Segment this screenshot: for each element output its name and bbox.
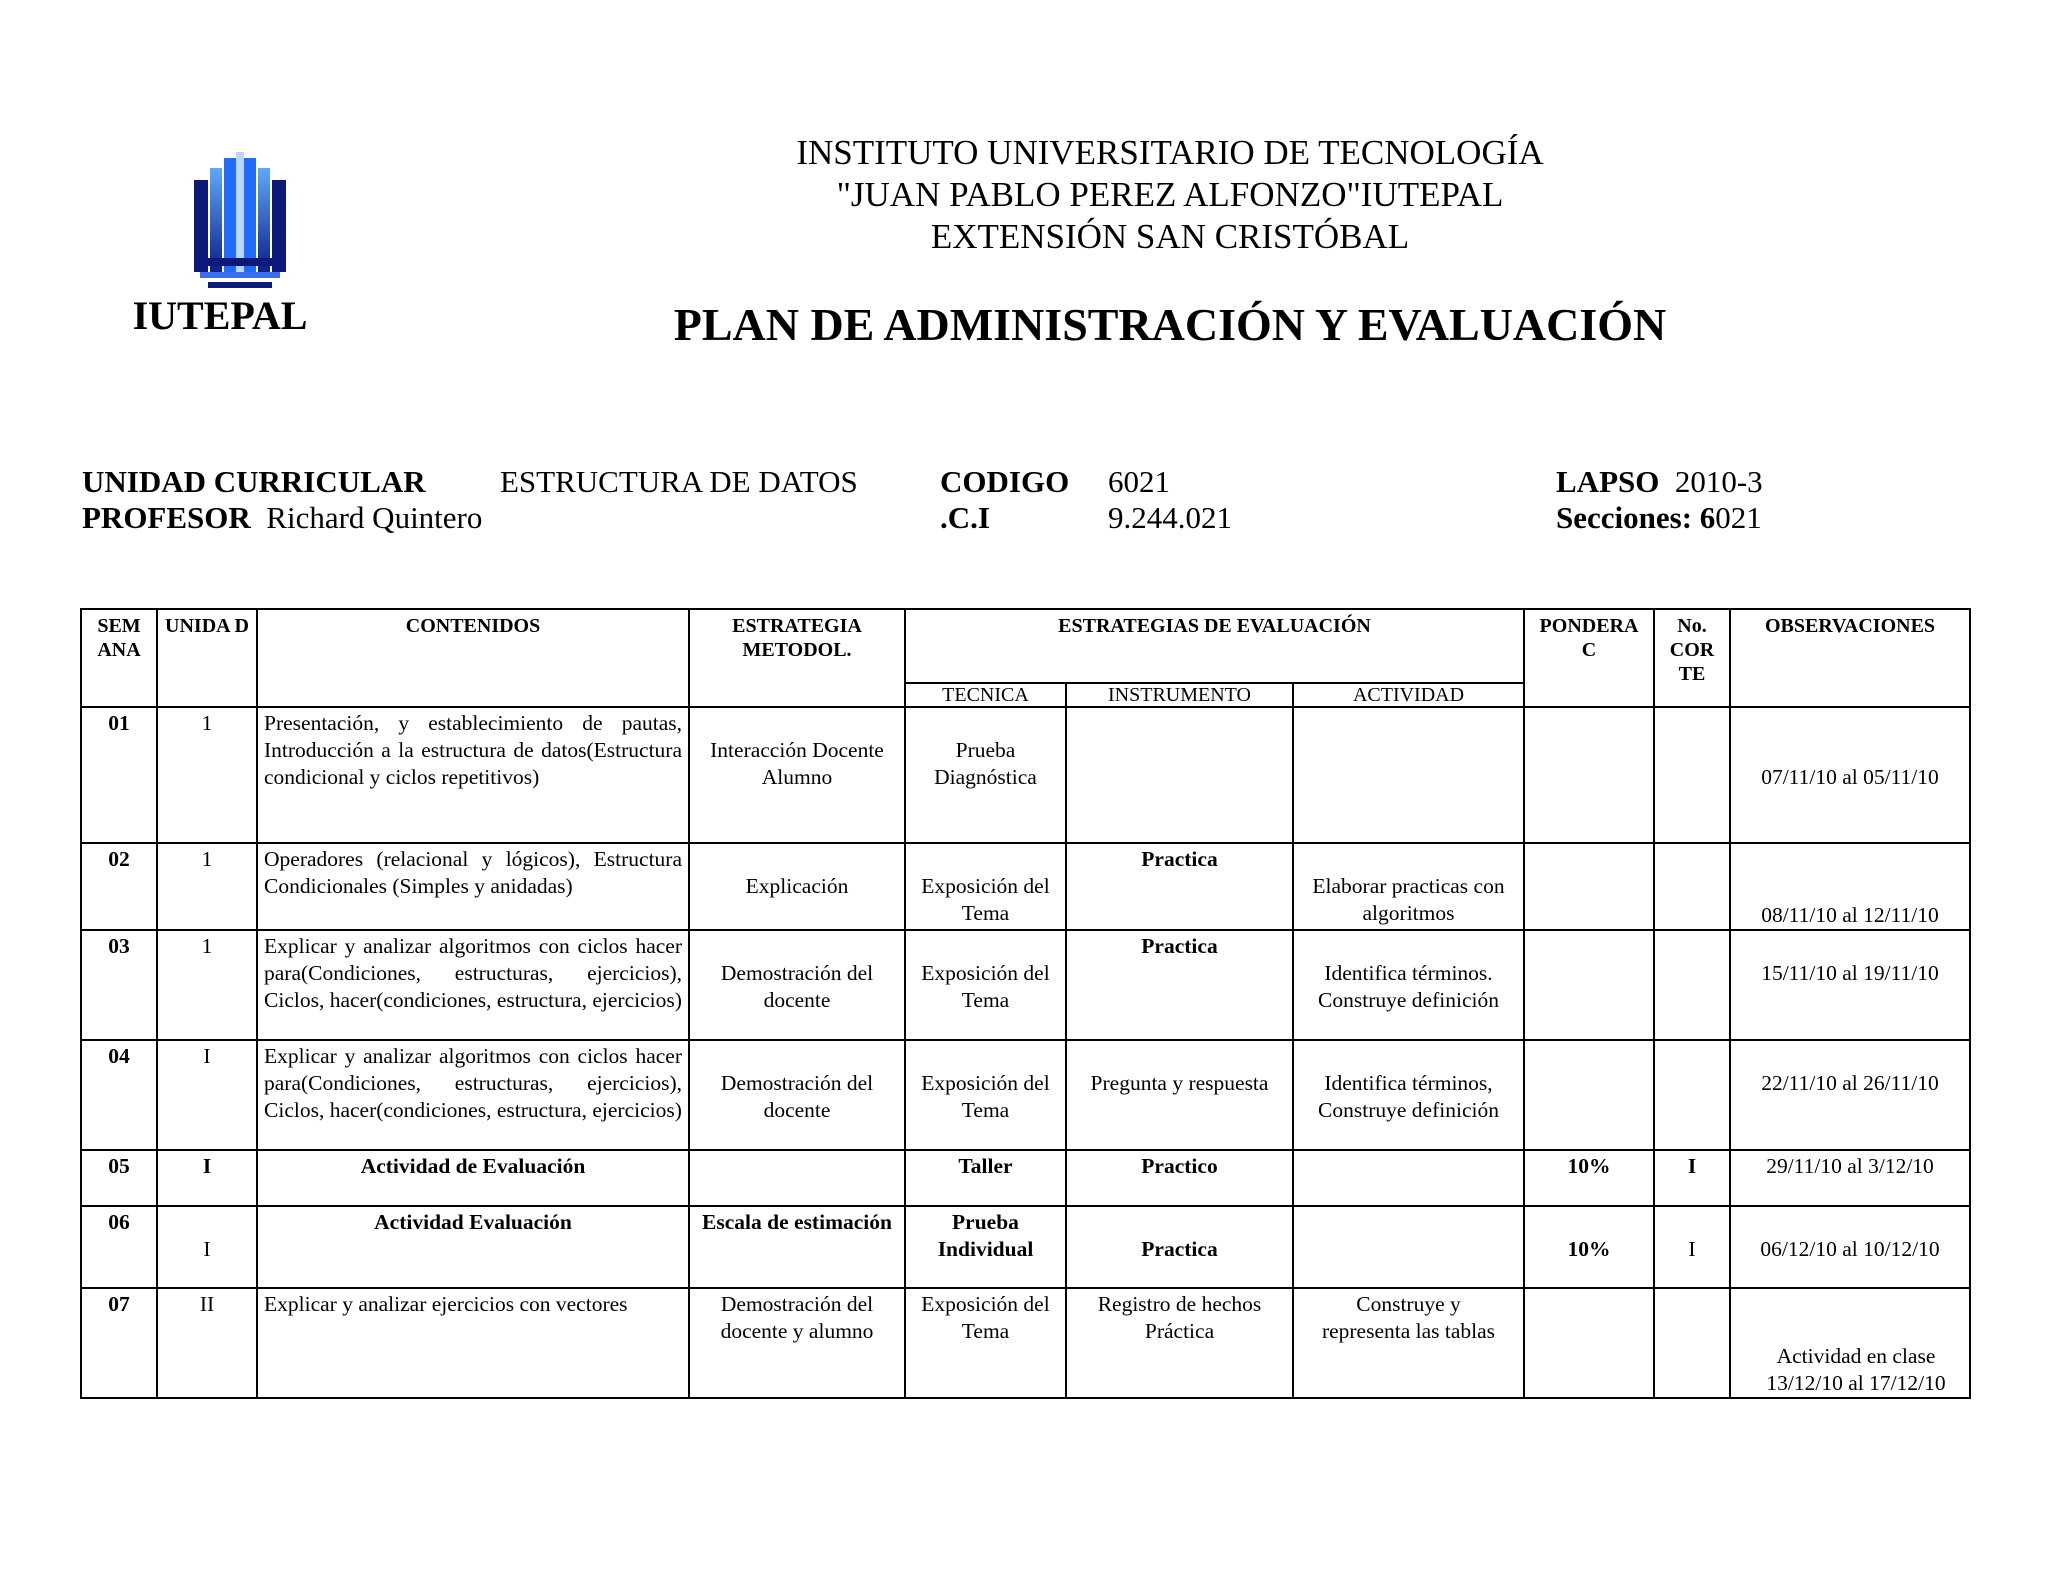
- cell-contenidos: Actividad Evaluación: [257, 1206, 689, 1288]
- col-header-corte: No. COR TE: [1654, 609, 1730, 707]
- cell-semana: 06: [81, 1206, 157, 1288]
- unidad-curricular-value: ESTRUCTURA DE DATOS: [500, 464, 858, 499]
- col-header-unidad: UNIDA D: [157, 609, 257, 707]
- cell-corte: I: [1654, 1150, 1730, 1206]
- secciones-value: 021: [1715, 500, 1762, 535]
- cell-instrumento: Practica: [1066, 930, 1293, 1040]
- cell-instrumento: Practica: [1066, 843, 1293, 930]
- profesor-label: PROFESOR: [82, 500, 251, 535]
- iutepal-logo-icon: [190, 150, 290, 290]
- cell-corte: [1654, 1288, 1730, 1398]
- cell-contenidos: Presentación, y establecimiento de pautas, Introducción a la estructura de datos(Estructura condicional y ciclos repetitivos): [257, 707, 689, 843]
- codigo-label: CODIGO: [940, 464, 1070, 499]
- secciones-label: Secciones: 6: [1556, 500, 1716, 535]
- cell-estrategia: Demostración del docente: [689, 1040, 905, 1150]
- cell-estrategia: Explicación: [689, 843, 905, 930]
- cell-unidad: I: [157, 1040, 257, 1150]
- institution-header: [660, 132, 1680, 258]
- cell-actividad: Identifica términos. Construye definición: [1293, 930, 1524, 1040]
- cell-contenidos: Explicar y analizar algoritmos con ciclos hacer para(Condiciones, estructuras, ejercicios), Ciclos, hacer(condiciones, estructura, ejercicios): [257, 930, 689, 1040]
- cell-contenidos: Explicar y analizar ejercicios con vectores: [257, 1288, 689, 1398]
- lapso-label: LAPSO: [1556, 464, 1660, 499]
- cell-semana: 01: [81, 707, 157, 843]
- table-header-row: [81, 609, 1970, 683]
- col-header-ponderac: PONDERA C: [1524, 609, 1654, 707]
- cell-unidad: I: [157, 1150, 257, 1206]
- cell-semana: 02: [81, 843, 157, 930]
- cell-tecnica: Prueba Individual: [905, 1206, 1066, 1288]
- unidad-curricular-label: UNIDAD CURRICULAR: [82, 464, 426, 499]
- table-row: [81, 930, 1970, 1040]
- cell-contenidos: Operadores (relacional y lógicos), Estructura Condicionales (Simples y anidadas): [257, 843, 689, 930]
- profesor-value: Richard Quintero: [266, 500, 483, 535]
- cell-actividad: Elaborar practicas con algoritmos: [1293, 843, 1524, 930]
- table-row: [81, 1206, 1970, 1288]
- cell-instrumento: Pregunta y respuesta: [1066, 1040, 1293, 1150]
- cell-instrumento: Practica: [1066, 1206, 1293, 1288]
- cell-corte: [1654, 930, 1730, 1040]
- institution-line-1: INSTITUTO UNIVERSITARIO DE TECNOLOGÍA: [796, 133, 1544, 172]
- col-header-observaciones: OBSERVACIONES: [1730, 609, 1970, 707]
- col-header-evaluacion: ESTRATEGIAS DE EVALUACIÓN: [905, 609, 1524, 683]
- cell-semana: 05: [81, 1150, 157, 1206]
- cell-instrumento: Registro de hechos Práctica: [1066, 1288, 1293, 1398]
- ci-label: .C.I: [940, 500, 990, 535]
- table-row: [81, 707, 1970, 843]
- cell-estrategia: [689, 1150, 905, 1206]
- cell-corte: [1654, 1040, 1730, 1150]
- ci-value: 9.244.021: [1108, 500, 1232, 535]
- page-title: PLAN DE ADMINISTRACIÓN Y EVALUACIÓN: [673, 299, 1667, 350]
- col-header-instrumento: INSTRUMENTO: [1066, 683, 1293, 707]
- cell-instrumento: Practico: [1066, 1150, 1293, 1206]
- cell-tecnica: Exposición del Tema: [905, 843, 1066, 930]
- cell-observaciones: 15/11/10 al 19/11/10: [1730, 930, 1970, 1040]
- cell-estrategia: Demostración del docente y alumno: [689, 1288, 905, 1398]
- cell-ponderac: [1524, 930, 1654, 1040]
- profesor-field: [82, 500, 482, 536]
- cell-actividad: Construye y representa las tablas: [1293, 1288, 1524, 1398]
- cell-unidad: 1: [157, 930, 257, 1040]
- table-row: [81, 1288, 1970, 1398]
- cell-unidad: I: [157, 1206, 257, 1288]
- cell-observaciones: 22/11/10 al 26/11/10: [1730, 1040, 1970, 1150]
- cell-semana: 07: [81, 1288, 157, 1398]
- cell-tecnica: Exposición del Tema: [905, 1040, 1066, 1150]
- codigo-value: 6021: [1108, 464, 1170, 499]
- cell-unidad: II: [157, 1288, 257, 1398]
- cell-observaciones: Actividad en clase 13/12/10 al 17/12/10: [1730, 1288, 1970, 1398]
- cell-actividad: [1293, 1150, 1524, 1206]
- cell-contenidos: Actividad de Evaluación: [257, 1150, 689, 1206]
- cell-semana: 03: [81, 930, 157, 1040]
- cell-observaciones: 06/12/10 al 10/12/10: [1730, 1206, 1970, 1288]
- lapso-value: 2010-3: [1674, 464, 1763, 499]
- secciones-field: [1556, 500, 1762, 536]
- col-header-tecnica: TECNICA: [905, 683, 1066, 707]
- institution-line-2: "JUAN PABLO PEREZ ALFONZO"IUTEPAL: [836, 175, 1504, 214]
- cell-tecnica: Exposición del Tema: [905, 930, 1066, 1040]
- cell-ponderac: 10%: [1524, 1150, 1654, 1206]
- cell-ponderac: [1524, 1040, 1654, 1150]
- cell-ponderac: [1524, 1288, 1654, 1398]
- col-header-semana: SEM ANA: [81, 609, 157, 707]
- cell-estrategia: Demostración del docente: [689, 930, 905, 1040]
- cell-ponderac: [1524, 707, 1654, 843]
- col-header-actividad: ACTIVIDAD: [1293, 683, 1524, 707]
- institution-line-3: EXTENSIÓN SAN CRISTÓBAL: [930, 217, 1410, 256]
- cell-unidad: 1: [157, 843, 257, 930]
- cell-ponderac: 10%: [1524, 1206, 1654, 1288]
- cell-contenidos: Explicar y analizar algoritmos con ciclos hacer para(Condiciones, estructuras, ejercicios), Ciclos, hacer(condiciones, estructura, ejercicios): [257, 1040, 689, 1150]
- cell-estrategia: Escala de estimación: [689, 1206, 905, 1288]
- table-row: [81, 1040, 1970, 1150]
- table-row: [81, 1150, 1970, 1206]
- cell-tecnica: Taller: [905, 1150, 1066, 1206]
- cell-actividad: [1293, 707, 1524, 843]
- cell-tecnica: Prueba Diagnóstica: [905, 707, 1066, 843]
- cell-instrumento: [1066, 707, 1293, 843]
- cell-observaciones: 08/11/10 al 12/11/10: [1730, 843, 1970, 930]
- cell-unidad: 1: [157, 707, 257, 843]
- table-row: [81, 843, 1970, 930]
- logo-text: IUTEPAL: [132, 293, 308, 338]
- cell-actividad: [1293, 1206, 1524, 1288]
- cell-corte: I: [1654, 1206, 1730, 1288]
- cell-corte: [1654, 707, 1730, 843]
- cell-observaciones: 07/11/10 al 05/11/10: [1730, 707, 1970, 843]
- lapso-field: [1556, 464, 1763, 500]
- cell-actividad: Identifica términos, Construye definición: [1293, 1040, 1524, 1150]
- cell-semana: 04: [81, 1040, 157, 1150]
- col-header-contenidos: CONTENIDOS: [257, 609, 689, 707]
- cell-observaciones: 29/11/10 al 3/12/10: [1730, 1150, 1970, 1206]
- cell-estrategia: Interacción Docente Alumno: [689, 707, 905, 843]
- col-header-estrategia: ESTRATEGIA METODOL.: [689, 609, 905, 707]
- cell-ponderac: [1524, 843, 1654, 930]
- plan-table: [80, 608, 1971, 1399]
- cell-corte: [1654, 843, 1730, 930]
- cell-tecnica: Exposición del Tema: [905, 1288, 1066, 1398]
